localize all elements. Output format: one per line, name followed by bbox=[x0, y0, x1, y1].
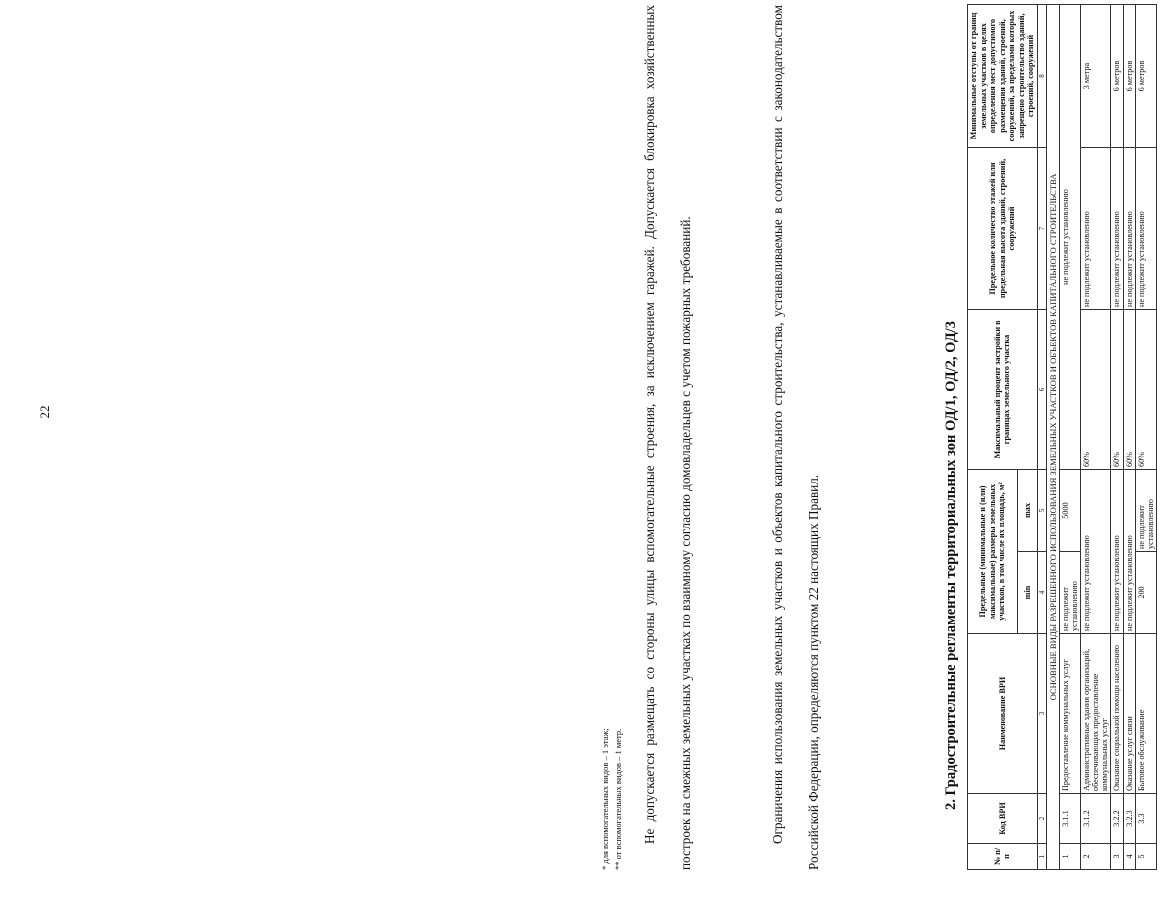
row-floors: не подлежит установлению bbox=[1111, 148, 1123, 310]
column-number: 5 bbox=[1037, 470, 1046, 552]
row-code: 3.2.2 bbox=[1111, 794, 1123, 844]
table-row bbox=[1111, 5, 1123, 870]
column-number: 7 bbox=[1037, 148, 1046, 310]
row-floors: не подлежит установлению bbox=[1081, 148, 1111, 310]
paragraph-text: Не допускается размещать со стороны улицы вспомогательные строения, за исключением гаражей. Допускается блокировка хозяйственных построек на смежных земельных участках по взаимному согласию домовладельцев с учетом пожарных требований. bbox=[642, 5, 693, 870]
section-row bbox=[1046, 5, 1059, 870]
table-row bbox=[1123, 5, 1135, 870]
row-coverage: 60% bbox=[1081, 310, 1111, 470]
header-min: min bbox=[1017, 552, 1037, 634]
row-setback: 6 метров bbox=[1111, 5, 1123, 148]
page-number: 22 bbox=[37, 405, 52, 419]
header-num: № п/п bbox=[968, 844, 1038, 870]
section-title: 2. Градостроительные регламенты территориальных зон ОД/1, ОД/2, ОД/3 bbox=[943, 321, 959, 810]
paragraph-restrictions bbox=[760, 5, 832, 870]
row-num: 5 bbox=[1135, 844, 1156, 870]
row-floors: не подлежит установлению bbox=[1059, 5, 1080, 470]
row-code: 3.3 bbox=[1135, 794, 1156, 844]
row-num: 2 bbox=[1081, 844, 1111, 870]
column-number: 3 bbox=[1037, 634, 1046, 794]
row-coverage: 60% bbox=[1135, 310, 1156, 470]
row-setback: 6 метров bbox=[1123, 5, 1135, 148]
row-code: 3.1.2 bbox=[1081, 794, 1111, 844]
row-name: Бытовое обслуживание bbox=[1135, 634, 1156, 794]
header-size-group: Предельные (минимальные и (или) максимальные) размеры земельных участков, в том числе их площадь, м² bbox=[968, 470, 1018, 634]
header-name: Наименование ВРИ bbox=[968, 634, 1038, 794]
row-max: 5000 bbox=[1059, 470, 1080, 552]
footnote-setback: ** от вспомогательных видов – 1 метр. bbox=[613, 728, 623, 870]
row-min: не подлежит установлению bbox=[1123, 470, 1135, 634]
column-number-row bbox=[1037, 5, 1046, 870]
header-code: Код ВРИ bbox=[968, 794, 1038, 844]
row-name: Административные здания организаций, обеспечивающих предоставление коммунальных услуг bbox=[1081, 634, 1111, 794]
rotated-page-content bbox=[600, 5, 1160, 870]
row-num: 3 bbox=[1111, 844, 1123, 870]
row-coverage: 60% bbox=[1123, 310, 1135, 470]
row-name: Оказание услуг связи bbox=[1123, 634, 1135, 794]
column-number: 2 bbox=[1037, 794, 1046, 844]
row-floors: не подлежит установлению bbox=[1135, 148, 1156, 310]
row-code: 3.1.1 bbox=[1059, 794, 1080, 844]
paragraph-auxiliary-buildings bbox=[632, 5, 704, 870]
column-number: 6 bbox=[1037, 310, 1046, 470]
header-setback: Минимальные отступы от границ земельных участков в целях определения мест допустимого размещения зданий, строений, сооружений, за пределами которых запрещено строительство зданий, строений, сооружений bbox=[968, 5, 1038, 148]
column-number: 1 bbox=[1037, 844, 1046, 870]
table-row bbox=[1059, 5, 1080, 870]
row-num: 1 bbox=[1059, 844, 1080, 870]
header-max: max bbox=[1017, 470, 1037, 552]
row-floors: не подлежит установлению bbox=[1123, 148, 1135, 310]
row-min: 200 bbox=[1135, 552, 1156, 634]
row-min: не подлежит установлению bbox=[1059, 552, 1080, 634]
table-row bbox=[1081, 5, 1111, 870]
row-code: 3.2.3 bbox=[1123, 794, 1135, 844]
row-name: Предоставление коммунальных услуг bbox=[1059, 634, 1080, 794]
header-coverage: Максимальный процент застройки в границах земельного участка bbox=[968, 310, 1038, 470]
column-number: 4 bbox=[1037, 552, 1046, 634]
row-setback: 6 метров bbox=[1135, 5, 1156, 148]
row-min: не подлежит установлению bbox=[1081, 470, 1111, 634]
row-max: не подлежит установлению bbox=[1135, 470, 1156, 552]
header-floors: Предельное количество этажей или предельная высота зданий, строений, сооружений bbox=[968, 148, 1038, 310]
footnote-floors: * для вспомогательных видов – 1 этаж; bbox=[600, 728, 610, 870]
row-coverage: 60% bbox=[1111, 310, 1123, 470]
table-header-row bbox=[968, 5, 1018, 870]
row-setback: 3 метра bbox=[1081, 5, 1111, 148]
paragraph-text: Ограничения использования земельных участков и объектов капитального строительства, устанавливаемые в соответствии с законодательством Российской Федерации, определяются пунктом 22 настоящих Правил. bbox=[770, 5, 821, 870]
row-min: не подлежит установлению bbox=[1111, 470, 1123, 634]
section-label: ОСНОВНЫЕ ВИДЫ РАЗРЕШЕННОГО ИСПОЛЬЗОВАНИЯ ЗЕМЕЛЬНЫХ УЧАСТКОВ И ОБЪЕКТОВ КАПИТАЛЬНОГО СТРОИТЕЛЬСТВА bbox=[1046, 5, 1059, 870]
column-number: 8 bbox=[1037, 5, 1046, 148]
row-name: Оказание социальной помощи населению bbox=[1111, 634, 1123, 794]
row-num: 4 bbox=[1123, 844, 1135, 870]
regulations-table bbox=[967, 4, 1157, 870]
table-row bbox=[1135, 5, 1156, 870]
